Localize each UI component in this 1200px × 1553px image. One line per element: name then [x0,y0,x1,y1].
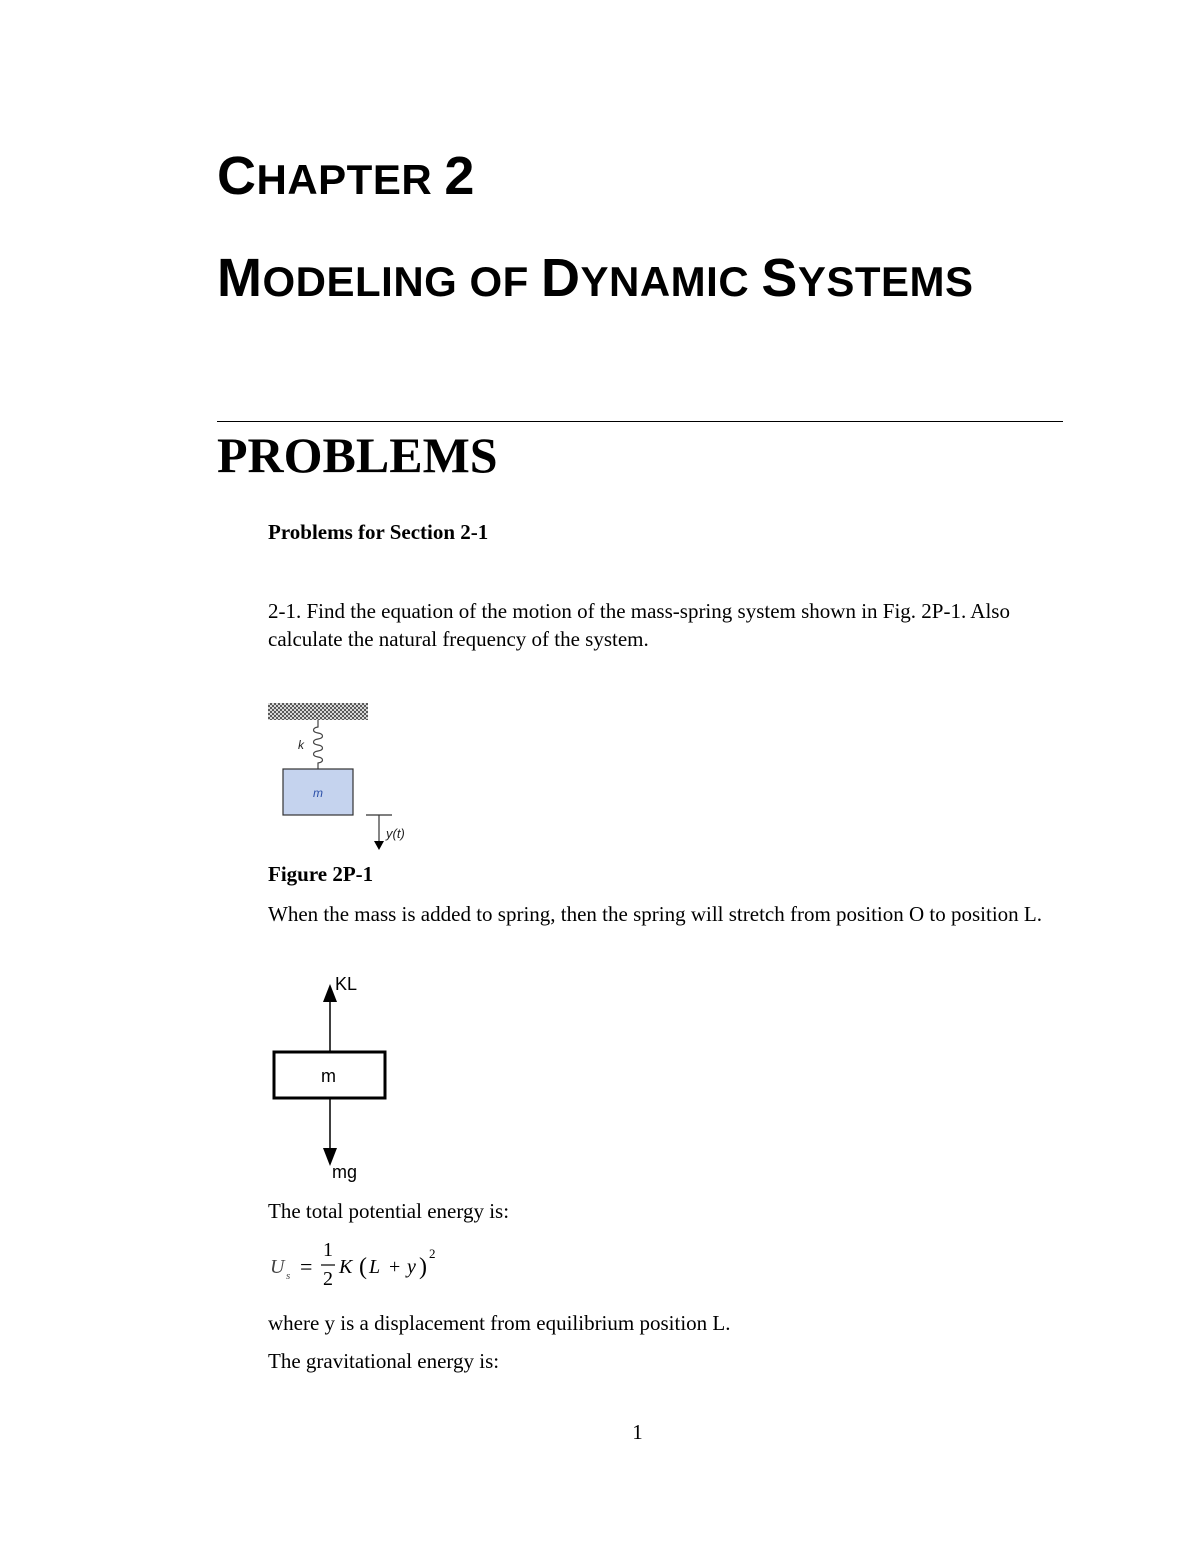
heading-segment: M [217,248,263,308]
eq-lhs-subscript: s [286,1270,291,1282]
eq-fraction-denominator: 2 [323,1268,333,1290]
eq-equals: = [300,1254,313,1279]
potential-energy-equation [266,1235,466,1295]
eq-lhs: U [270,1256,285,1278]
heading-divider [217,421,1063,422]
heading-segment: YSTEMS [797,258,974,305]
eq-coefficient: K [339,1256,353,1278]
heading-segment: S [761,248,798,308]
spring-label: k [298,738,304,752]
displacement-label: y(t) [386,826,405,841]
free-body-diagram [268,970,398,1185]
heading-segment: C [217,146,257,206]
upward-force-label: KL [335,974,358,994]
displacement-definition: where y is a displacement from equilibrium position L. [268,1311,731,1335]
mass-spring-figure [262,695,422,855]
downward-force-label: mg [332,1162,358,1182]
gravitational-energy-text: The gravitational energy is: [268,1349,500,1373]
chapter-title [217,247,974,309]
potential-energy-text: The total potential energy is: [268,1199,510,1223]
fbd-mass-label: m [321,1066,336,1086]
heading-segment: 2 [444,146,475,206]
section-title: Problems for Section 2-1 [268,520,489,544]
chapter-number [217,145,475,207]
displacement-arrowhead [374,841,384,850]
spring-coil [314,720,323,769]
eq-var-L: L [369,1256,381,1278]
figure-caption: Figure 2P-1 [268,862,374,886]
problem-2-1-text: 2-1. Find the equation of the motion of the mass-spring system shown in Fig. 2P-1. Also calculate the natural frequency of the system. [268,599,1010,651]
heading-segment: YNAMIC [580,258,762,305]
eq-paren-open: ( [359,1254,367,1280]
problems-heading: PROBLEMS [217,427,498,483]
eq-plus: + [389,1256,401,1278]
eq-paren-close: ) [419,1254,427,1280]
eq-var-y: y [407,1256,416,1278]
ceiling-support [268,703,368,720]
eq-fraction-numerator: 1 [323,1239,333,1261]
heading-segment: HAPTER [256,156,445,203]
heading-segment: ODELING OF [262,258,541,305]
stretch-explanation: When the mass is added to spring, then the spring will stretch from position O to position L. [268,902,1042,926]
heading-segment: D [540,248,581,308]
eq-exponent: 2 [429,1246,436,1261]
mass-label: m [313,786,323,800]
page-number: 1 [632,1420,643,1444]
